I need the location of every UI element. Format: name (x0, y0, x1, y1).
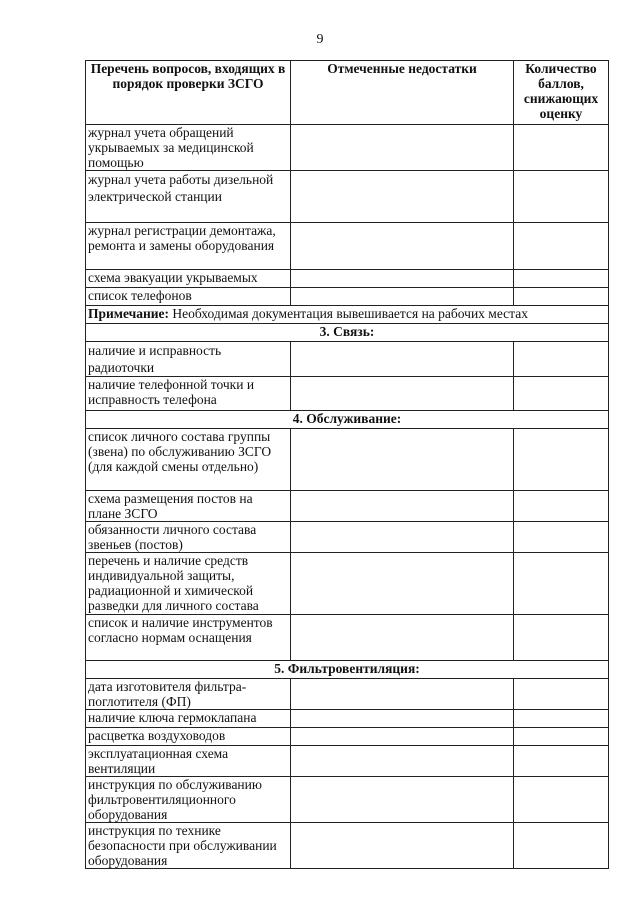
score-cell[interactable] (514, 491, 609, 522)
table-row (86, 491, 609, 522)
question-cell: журнал регистрации демонтажа, ремонта и замены оборудования (86, 223, 291, 270)
table-row (86, 746, 609, 777)
table-header-row (86, 61, 609, 125)
section-title-maintenance: 4. Обслуживание: (86, 411, 609, 429)
deficiency-cell[interactable] (291, 728, 514, 746)
table-row (86, 429, 609, 491)
note-text: Необходимая документация вывешивается на рабочих местах (169, 306, 528, 321)
question-cell: эксплуатационная схема вентиляции (86, 746, 291, 777)
table-row (86, 823, 609, 869)
section-row (86, 411, 609, 429)
table-row (86, 125, 609, 171)
score-cell[interactable] (514, 270, 609, 288)
score-cell[interactable] (514, 679, 609, 710)
table-row (86, 553, 609, 615)
question-cell: список личного состава группы (звена) по обслуживанию ЗСГО (для каждой смены отдельно) (86, 429, 291, 491)
question-cell: дата изготовителя фильтра-поглотителя (ФП) (86, 679, 291, 710)
table-row (86, 728, 609, 746)
question-cell: схема размещения постов на плане ЗСГО (86, 491, 291, 522)
question-cell: расцветка воздуховодов (86, 728, 291, 746)
question-cell: журнал учета работы дизельной электрической станции (86, 171, 291, 223)
note-label: Примечание: (88, 306, 170, 321)
table-row (86, 679, 609, 710)
question-cell: наличие телефонной точки и исправность телефона (86, 377, 291, 411)
note-cell (86, 306, 609, 324)
score-cell[interactable] (514, 429, 609, 491)
deficiency-cell[interactable] (291, 823, 514, 869)
deficiency-cell[interactable] (291, 553, 514, 615)
deficiency-cell[interactable] (291, 223, 514, 270)
deficiency-cell[interactable] (291, 342, 514, 377)
deficiency-cell[interactable] (291, 777, 514, 823)
question-cell: журнал учета обращений укрываемых за медицинской помощью (86, 125, 291, 171)
deficiency-cell[interactable] (291, 125, 514, 171)
score-cell[interactable] (514, 522, 609, 553)
score-cell[interactable] (514, 823, 609, 869)
deficiency-cell[interactable] (291, 429, 514, 491)
question-cell: перечень и наличие средств индивидуальной защиты, радиационной и химической разведки для личного состава (86, 553, 291, 615)
section-row (86, 324, 609, 342)
deficiency-cell[interactable] (291, 615, 514, 661)
score-cell[interactable] (514, 171, 609, 223)
table-row (86, 288, 609, 306)
table-row (86, 223, 609, 270)
question-cell: схема эвакуации укрываемых (86, 270, 291, 288)
deficiency-cell[interactable] (291, 288, 514, 306)
score-cell[interactable] (514, 553, 609, 615)
score-cell[interactable] (514, 746, 609, 777)
section-row (86, 661, 609, 679)
score-cell[interactable] (514, 728, 609, 746)
score-cell[interactable] (514, 377, 609, 411)
score-cell[interactable] (514, 125, 609, 171)
deficiency-cell[interactable] (291, 710, 514, 728)
table-row (86, 522, 609, 553)
table-row (86, 615, 609, 661)
deficiency-cell[interactable] (291, 270, 514, 288)
table-row (86, 171, 609, 223)
score-cell[interactable] (514, 615, 609, 661)
question-cell: инструкция по обслуживанию фильтровентиляционного оборудования (86, 777, 291, 823)
header-score: Количество баллов, снижающих оценку (514, 61, 609, 125)
score-cell[interactable] (514, 710, 609, 728)
table-row (86, 377, 609, 411)
question-cell: список телефонов (86, 288, 291, 306)
deficiency-cell[interactable] (291, 522, 514, 553)
header-questions: Перечень вопросов, входящих в порядок проверки ЗСГО (86, 61, 291, 125)
section-title-communications: 3. Связь: (86, 324, 609, 342)
inspection-table (85, 60, 609, 869)
question-cell: наличие ключа гермоклапана (86, 710, 291, 728)
question-cell: инструкция по технике безопасности при обслуживании оборудования (86, 823, 291, 869)
question-cell: обязанности личного состава звеньев (постов) (86, 522, 291, 553)
note-row (86, 306, 609, 324)
table-row (86, 270, 609, 288)
section-title-ventilation: 5. Фильтровентиляция: (86, 661, 609, 679)
question-cell: наличие и исправность радиоточки (86, 342, 291, 377)
question-cell: список и наличие инструментов согласно нормам оснащения (86, 615, 291, 661)
table-row (86, 342, 609, 377)
score-cell[interactable] (514, 342, 609, 377)
deficiency-cell[interactable] (291, 377, 514, 411)
deficiency-cell[interactable] (291, 746, 514, 777)
header-deficiencies: Отмеченные недостатки (291, 61, 514, 125)
page-number: 9 (316, 32, 324, 47)
score-cell[interactable] (514, 777, 609, 823)
deficiency-cell[interactable] (291, 171, 514, 223)
deficiency-cell[interactable] (291, 679, 514, 710)
score-cell[interactable] (514, 223, 609, 270)
deficiency-cell[interactable] (291, 491, 514, 522)
score-cell[interactable] (514, 288, 609, 306)
table-row (86, 710, 609, 728)
table-row (86, 777, 609, 823)
